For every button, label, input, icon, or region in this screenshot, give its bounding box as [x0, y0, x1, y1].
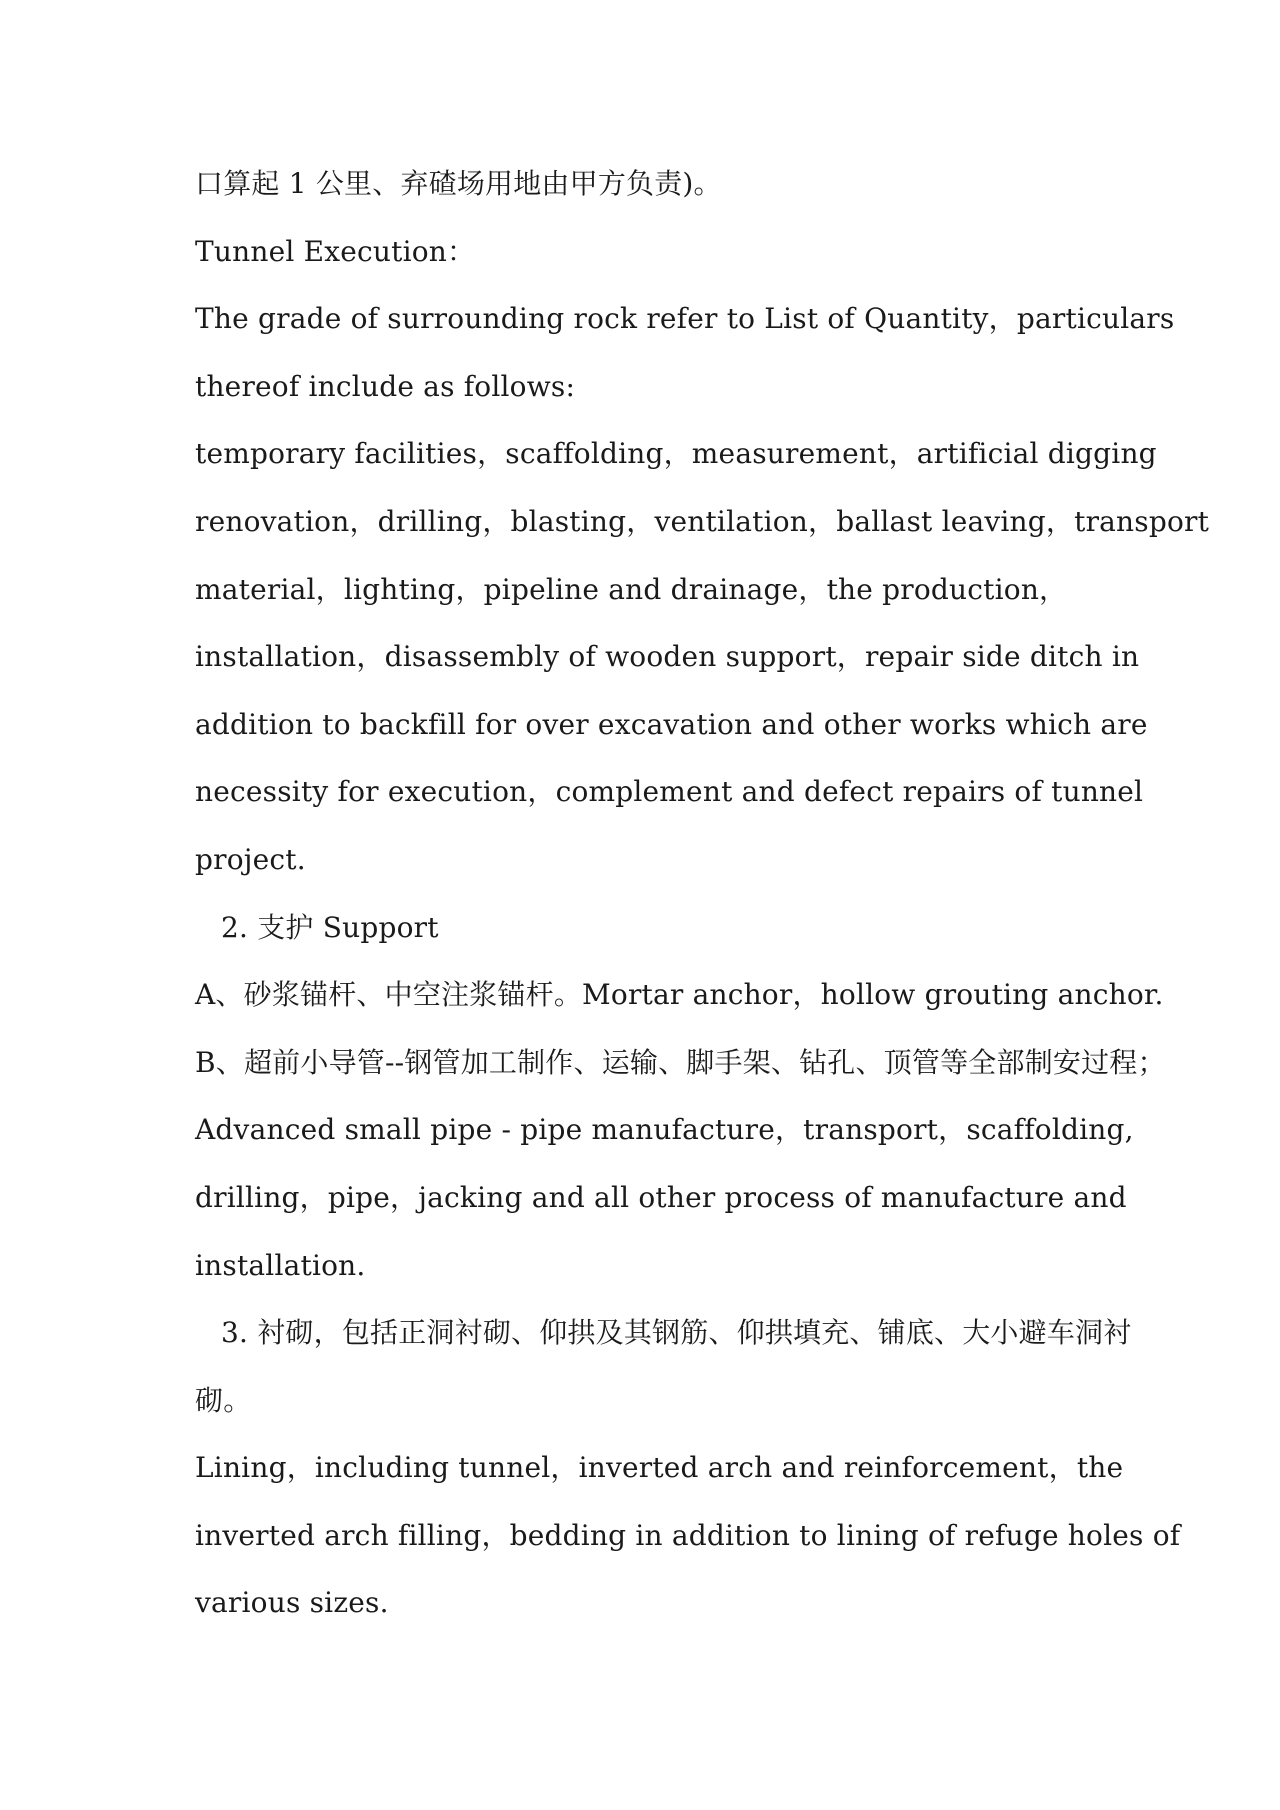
text-line: The grade of surrounding rock refer to List of Quantity，particulars: [195, 302, 1175, 336]
text-line: installation，disassembly of wooden support，repair side ditch in: [195, 640, 1140, 674]
list-item-support: 2. 支护 Support: [221, 910, 439, 944]
text-line: various sizes.: [195, 1586, 389, 1620]
text-line: A、砂浆锚杆、中空注浆锚杆。Mortar anchor，hollow grouting anchor.: [195, 978, 1164, 1012]
text-line: B、超前小导管--钢管加工制作、运输、脚手架、钻孔、顶管等全部制安过程；: [195, 1045, 1166, 1079]
text-line: material，lighting，pipeline and drainage，the production，: [195, 572, 1068, 606]
text-line: 砌。: [195, 1383, 252, 1417]
text-line: drilling，pipe，jacking and all other process of manufacture and: [195, 1180, 1127, 1214]
text-line: addition to backfill for over excavation and other works which are: [195, 707, 1148, 741]
text-line: necessity for execution，complement and defect repairs of tunnel: [195, 775, 1144, 809]
text-line: Advanced small pipe - pipe manufacture，transport，scaffolding,: [195, 1113, 1134, 1147]
text-line: installation.: [195, 1248, 366, 1282]
text-line: renovation，drilling，blasting，ventilation，ballast leaving，transport: [195, 504, 1210, 538]
section-heading-tunnel-execution: Tunnel Execution：: [195, 234, 476, 268]
document-body: [195, 164, 1210, 1651]
text-line: inverted arch filling，bedding in addition to lining of refuge holes of: [195, 1518, 1181, 1552]
text-line: temporary facilities，scaffolding，measurement，artificial digging: [195, 437, 1157, 471]
list-item-lining: 3. 衬砌，包括正洞衬砌、仰拱及其钢筋、仰拱填充、铺底、大小避车洞衬: [221, 1316, 1132, 1350]
text-line: thereof include as follows:: [195, 369, 576, 403]
text-line: project.: [195, 842, 306, 876]
text-line: 口算起 1 公里、弃碴场用地由甲方负责)。: [195, 167, 722, 200]
text-line: Lining，including tunnel，inverted arch and reinforcement，the: [195, 1451, 1124, 1485]
